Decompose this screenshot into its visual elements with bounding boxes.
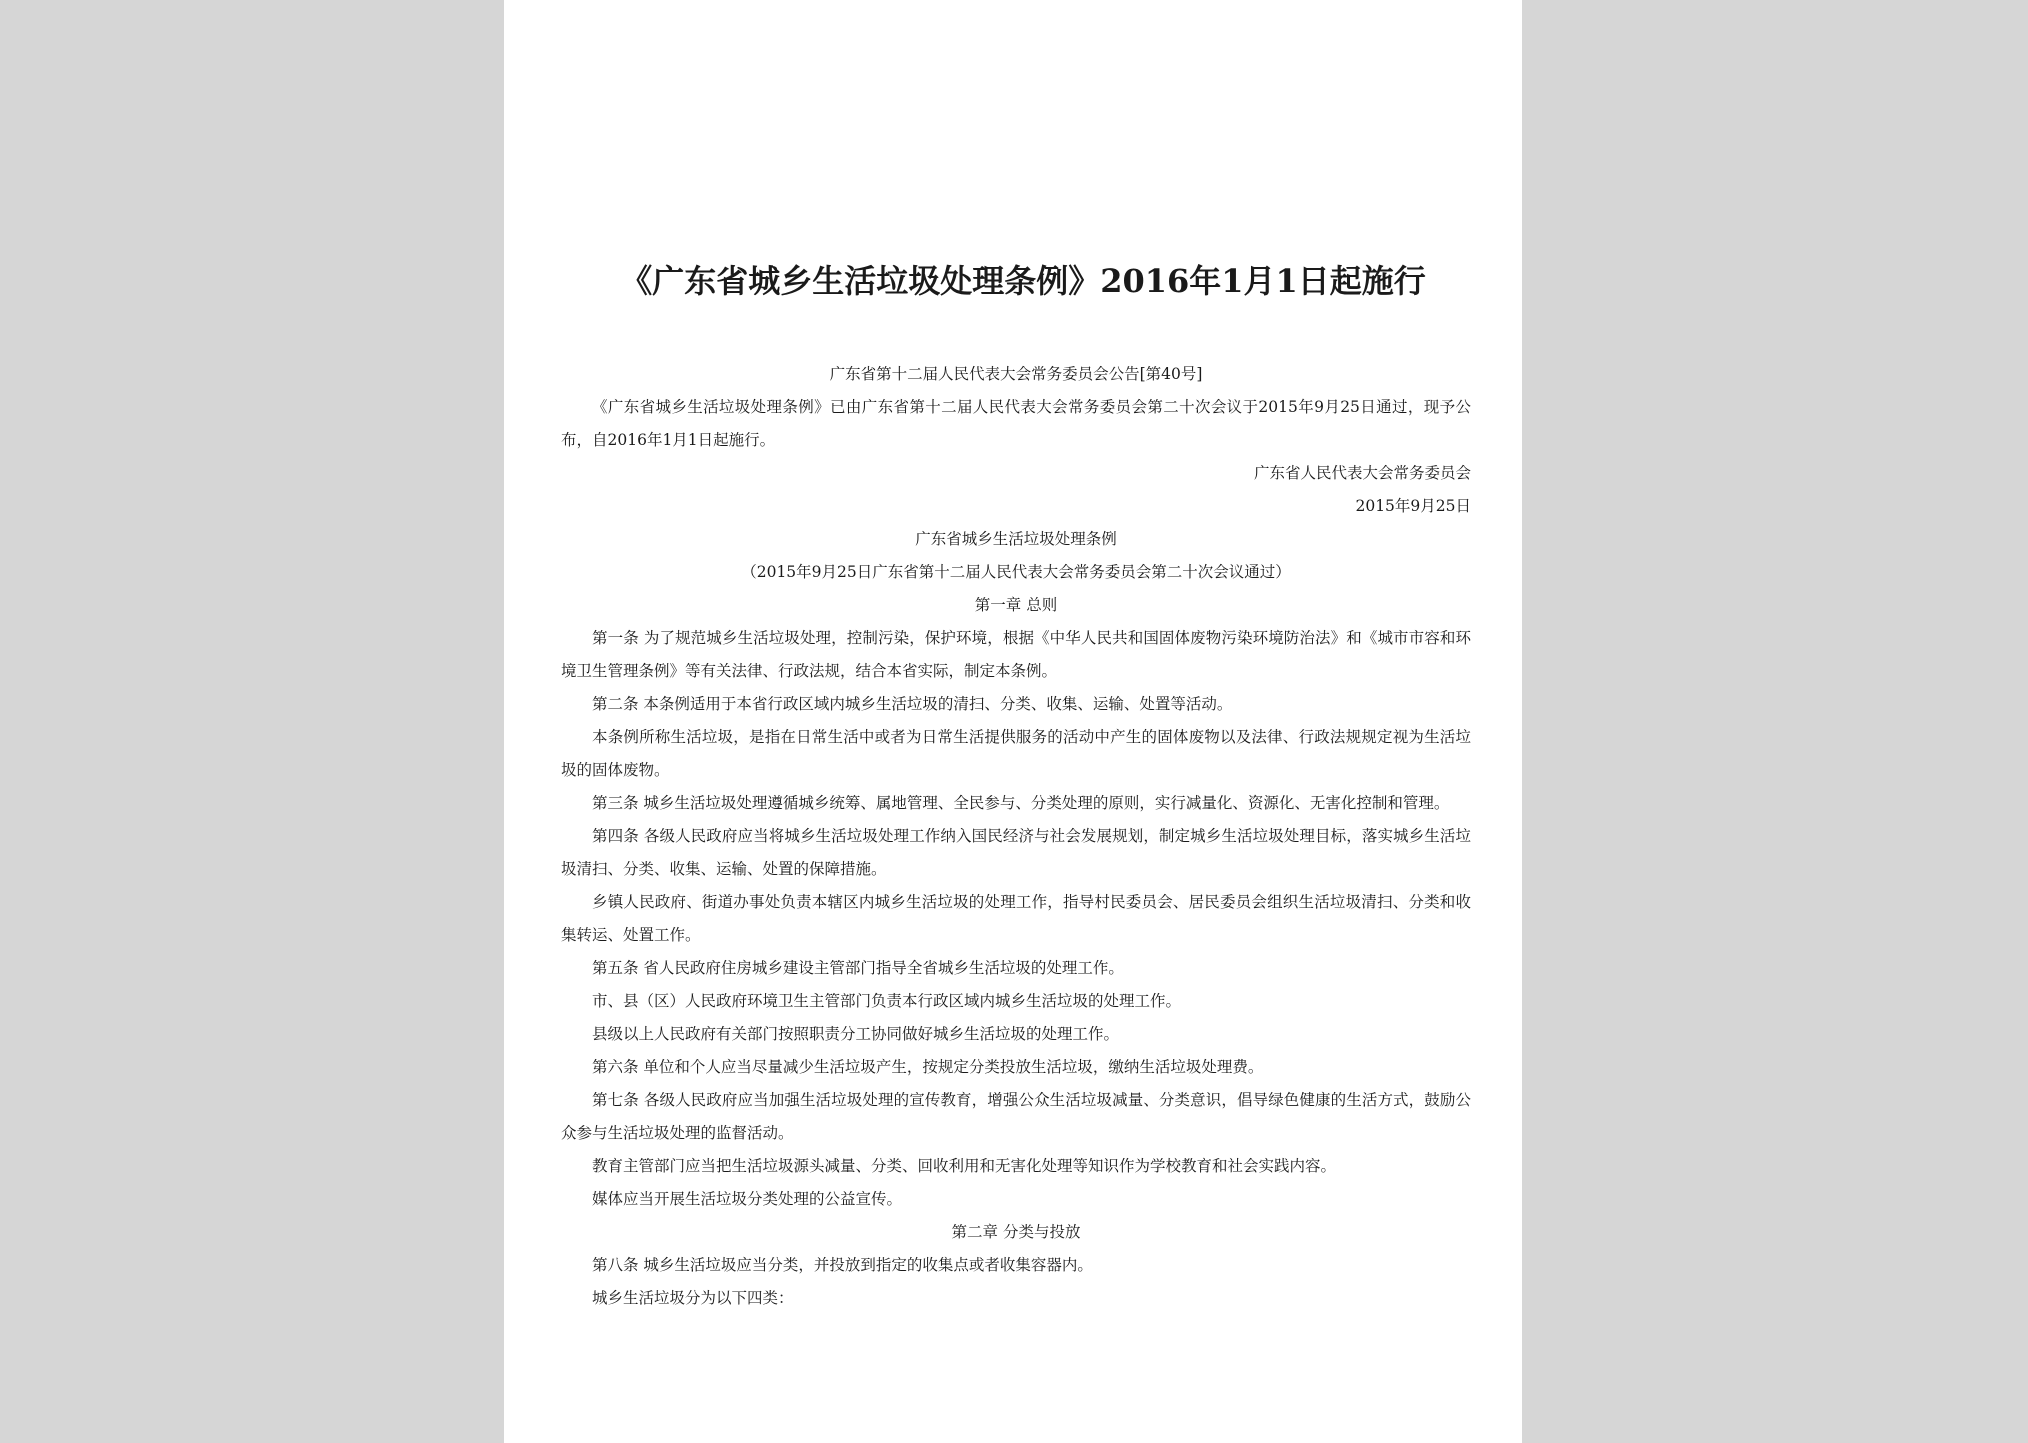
article-paragraph: 第三条 城乡生活垃圾处理遵循城乡统筹、属地管理、全民参与、分类处理的原则，实行减量化、资源化、无害化控制和管理。 xyxy=(592,794,1450,812)
article-paragraph: 第二条 本条例适用于本省行政区域内城乡生活垃圾的清扫、分类、收集、运输、处置等活动。 xyxy=(592,695,1233,713)
document-title: 《广东省城乡生活垃圾处理条例》2016年1月1日起施行 xyxy=(620,262,1426,300)
adoption-note: （2015年9月25日广东省第十二届人民代表大会常务委员会第二十次会议通过） xyxy=(741,563,1291,581)
announcement-number: 广东省第十二届人民代表大会常务委员会公告[第40号] xyxy=(829,365,1203,383)
document-page xyxy=(504,0,1522,1443)
article-paragraph: 教育主管部门应当把生活垃圾源头减量、分类、回收利用和无害化处理等知识作为学校教育和社会实践内容。 xyxy=(592,1157,1337,1175)
chapter-heading: 第一章 总则 xyxy=(974,596,1058,614)
chapter-heading: 第二章 分类与投放 xyxy=(951,1223,1081,1241)
article-paragraph: 第七条 各级人民政府应当加强生活垃圾处理的宣传教育，增强公众生活垃圾减量、分类意识，倡导绿色健康的生活方式，鼓励公众参与生活垃圾处理的监督活动。 xyxy=(561,1091,1471,1142)
article-paragraph: 第四条 各级人民政府应当将城乡生活垃圾处理工作纳入国民经济与社会发展规划，制定城乡生活垃圾处理目标，落实城乡生活垃圾清扫、分类、收集、运输、处置的保障措施。 xyxy=(561,827,1471,878)
article-paragraph: 市、县（区）人民政府环境卫生主管部门负责本行政区域内城乡生活垃圾的处理工作。 xyxy=(592,992,1182,1010)
article-paragraph: 本条例所称生活垃圾，是指在日常生活中或者为日常生活提供服务的活动中产生的固体废物以及法律、行政法规规定视为生活垃圾的固体废物。 xyxy=(561,728,1471,779)
article-paragraph: 第一条 为了规范城乡生活垃圾处理，控制污染，保护环境，根据《中华人民共和国固体废物污染环境防治法》和《城市市容和环境卫生管理条例》等有关法律、行政法规，结合本省实际，制定本条例。 xyxy=(561,629,1471,680)
regulation-title: 广东省城乡生活垃圾处理条例 xyxy=(915,530,1117,548)
document-content xyxy=(561,262,1471,1315)
article-paragraph: 县级以上人民政府有关部门按照职责分工协同做好城乡生活垃圾的处理工作。 xyxy=(592,1025,1120,1043)
announcement-body: 《广东省城乡生活垃圾处理条例》已由广东省第十二届人民代表大会常务委员会第二十次会议于2015年9月25日通过，现予公布，自2016年1月1日起施行。 xyxy=(561,398,1471,449)
issuer: 广东省人民代表大会常务委员会 xyxy=(1253,464,1471,482)
article-paragraph: 媒体应当开展生活垃圾分类处理的公益宣传。 xyxy=(592,1190,903,1208)
article-paragraph: 第八条 城乡生活垃圾应当分类，并投放到指定的收集点或者收集容器内。 xyxy=(592,1256,1093,1274)
article-paragraph: 第五条 省人民政府住房城乡建设主管部门指导全省城乡生活垃圾的处理工作。 xyxy=(592,959,1124,977)
article-paragraph: 乡镇人民政府、街道办事处负责本辖区内城乡生活垃圾的处理工作，指导村民委员会、居民委员会组织生活垃圾清扫、分类和收集转运、处置工作。 xyxy=(561,893,1471,944)
article-paragraph: 第六条 单位和个人应当尽量减少生活垃圾产生，按规定分类投放生活垃圾，缴纳生活垃圾处理费。 xyxy=(592,1058,1264,1076)
article-paragraph: 城乡生活垃圾分为以下四类： xyxy=(592,1289,794,1307)
issue-date: 2015年9月25日 xyxy=(1355,497,1471,515)
